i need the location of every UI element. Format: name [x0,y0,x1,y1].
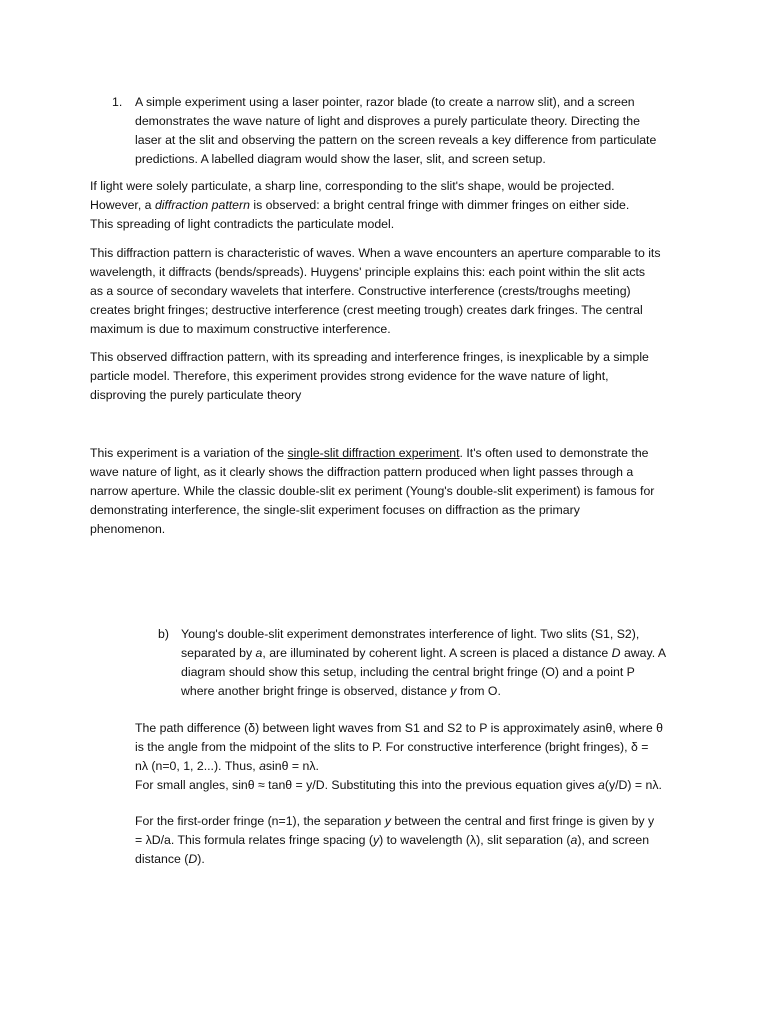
text-line: For the first-order fringe (n=1), the separation y between the central and first fringe is given by y [135,814,655,828]
paragraph-path-difference [135,719,663,795]
text-line: wave nature of light, as it clearly shows the diffraction pattern produced when light passes through a [90,464,634,479]
single-slit-link[interactable]: single-slit diffraction experiment [287,446,460,460]
text-line: However, a diffraction pattern is observed: a bright central fringe with dimmer fringes on either side. [90,197,630,212]
text-line: creates bright fringes; destructive interference (crest meeting trough) creates dark fringes. The central [90,302,643,317]
paragraph-waves [90,244,661,339]
paragraph-conclusion [90,348,649,405]
text-line: demonstrating interference, the single-slit experiment focuses on diffraction as the primary [90,502,580,517]
text-line: laser at the slit and observing the pattern on the screen reveals a key difference from particulate [135,132,657,147]
text-line: Young's double-slit experiment demonstrates interference of light. Two slits (S1, S2), [181,627,640,641]
text-line: distance (D). [135,851,205,866]
text-line: separated by a, are illuminated by coherent light. A screen is placed a distance D away. A [181,645,667,660]
text-line: where another bright fringe is observed, distance y from O. [181,683,501,698]
text-line: predictions. A labelled diagram would show the laser, slit, and screen setup. [135,151,546,166]
text-line: disproving the purely particulate theory [90,387,302,402]
list-label-b: b) [158,627,169,641]
text-line: demonstrates the wave nature of light and disproves a purely particulate theory. Directing the [135,113,640,128]
text-line: The path difference (δ) between light waves from S1 and S2 to P is approximately asinθ, where θ [135,721,663,735]
text-line: This observed diffraction pattern, with its spreading and interference fringes, is inexplicable by a simple [90,350,649,364]
paragraph-particulate [90,177,629,234]
text-line: This spreading of light contradicts the particulate model. [90,216,395,231]
text-line: maximum is due to maximum constructive interference. [90,321,391,336]
text-line: If light were solely particulate, a sharp line, corresponding to the slit's shape, would be projected. [90,179,615,193]
emphasis-text: diffraction pattern [154,197,250,212]
text-line: particle model. Therefore, this experiment provides strong evidence for the wave nature of light, [90,368,609,383]
text-line: A simple experiment using a laser pointer, razor blade (to create a narrow slit), and a screen [135,95,635,109]
paragraph-single-slit [90,444,654,539]
text-line: diagram should show this setup, including the central bright fringe (O) and a point P [181,664,635,679]
text-line: This diffraction pattern is characteristic of waves. When a wave encounters an aperture comparable to its [90,246,661,260]
text-line: as a source of secondary wavelets that interfere. Constructive interference (crests/troughs meeting) [90,283,631,298]
text-line: For small angles, sinθ ≈ tanθ = y/D. Substituting this into the previous equation gives a(y/D) = nλ. [135,777,662,792]
text-line: This experiment is a variation of the single-slit diffraction experiment. It's often used to demonstrate the [90,446,649,460]
text-line: narrow aperture. While the classic double-slit ex periment (Young's double-slit experiment) is famous for [90,483,655,498]
list-number-1: 1. [112,95,123,109]
paragraph-first-order-fringe [135,812,654,869]
text-line: = λD/a. This formula relates fringe spacing (y) to wavelength (λ), slit separation (a), and screen [135,832,650,847]
list-item-1 [135,93,656,169]
text-line: is the angle from the midpoint of the slits to P. For constructive interference (bright fringes), δ = [135,739,649,754]
text-line: phenomenon. [90,521,166,536]
list-item-b [181,625,666,701]
text-line: wavelength, it diffracts (bends/spreads). Huygens' principle explains this: each point within the slit acts [90,264,646,279]
text-line: nλ (n=0, 1, 2...). Thus, asinθ = nλ. [135,758,319,773]
